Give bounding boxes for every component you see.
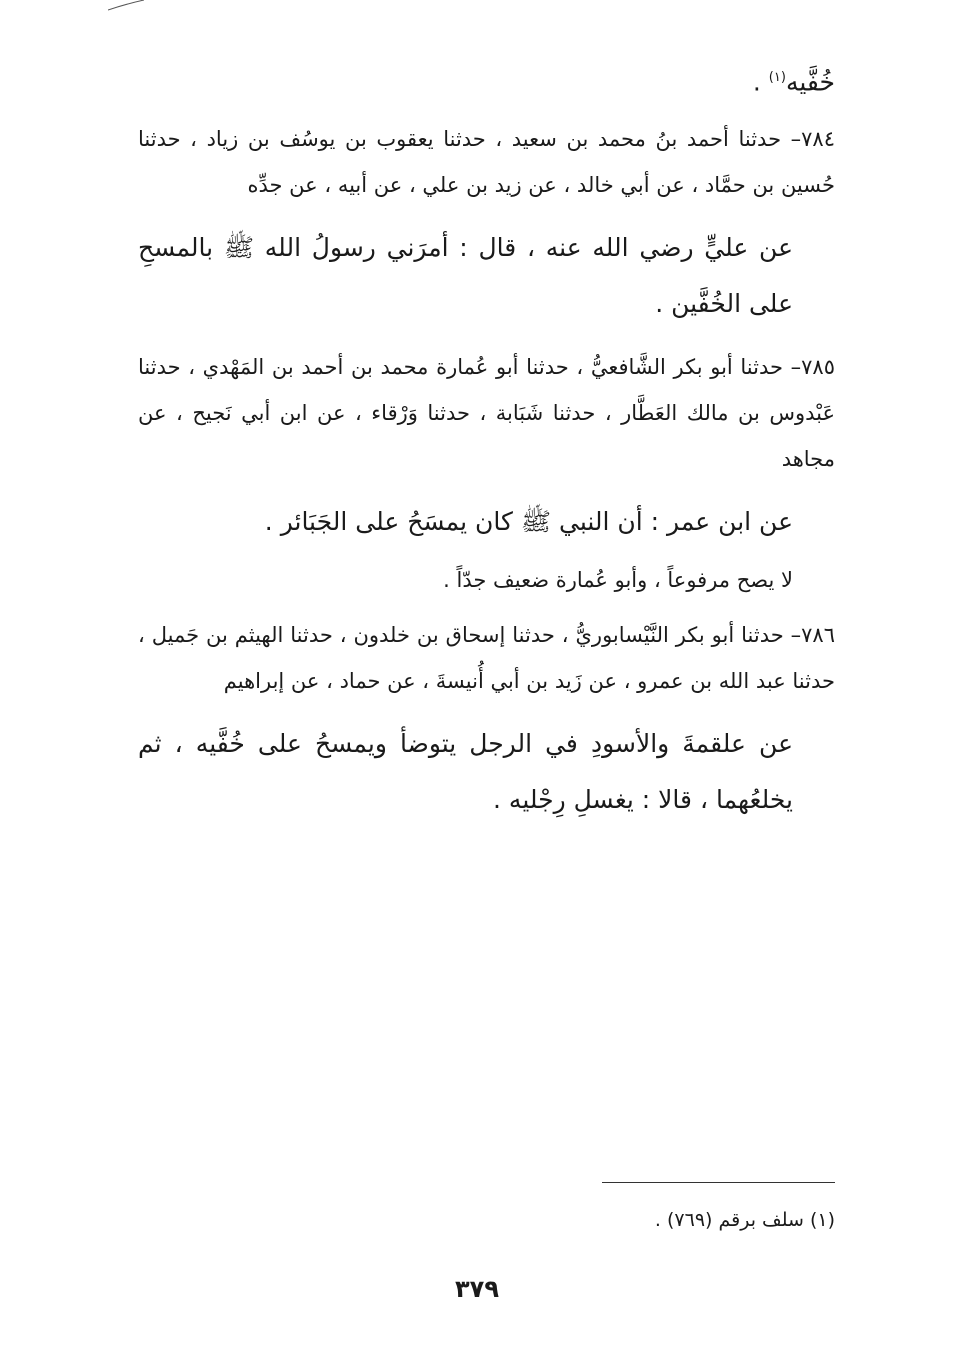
footnote: (١) سلف برقم (٧٦٩) . bbox=[654, 1209, 835, 1231]
scan-corner-mark bbox=[108, 0, 144, 12]
continuation-line bbox=[138, 58, 835, 102]
continuation-text: خُفَّيه bbox=[785, 67, 835, 97]
hadith-786-isnad: ٧٨٦– حدثنا أبو بكر النَّيْسابوريُّ ، حدثنا إسحاق بن خلدون ، حدثنا الهيثم بن جَميل ، حدثنا عبد الله بن عمرو ، عن زَيد بن أبي أُنيسةَ ، عن حماد ، عن إبراهيم bbox=[138, 623, 835, 694]
footnote-separator bbox=[602, 1182, 835, 1183]
hadith-784-matn: عن عليٍّ رضي الله عنه ، قال : أمرَني رسولُ الله ﷺ بالمسحِ على الخُفَّين . bbox=[138, 233, 793, 319]
hadith-785-note: لا يصح مرفوعاً ، وأبو عُمارة ضعيف جدّاً . bbox=[443, 568, 793, 593]
hadith-784-isnad: ٧٨٤– حدثنا أحمد بنُ محمد بن سعيد ، حدثنا يعقوب بن يوسُف بن زياد ، حدثنا حُسين بن حمَّاد ، عن أبي خالد ، عن زيد بن علي ، عن أبيه ، عن جدِّه bbox=[138, 127, 835, 198]
continuation-end: . bbox=[752, 67, 769, 97]
page-body bbox=[138, 58, 835, 840]
footnote-ref: (١) bbox=[768, 70, 786, 85]
hadith-786-matn: عن علقمةَ والأسودِ في الرجل يتوضأ ويمسحُ على خُفَّيه ، ثم يخلعُهما ، قالا : يغسلِ رِجْليه . bbox=[138, 729, 793, 815]
hadith-785-isnad: ٧٨٥– حدثنا أبو بكر الشَّافعيُّ ، حدثنا أبو عُمارة محمد بن أحمد بن المَهْدي ، حدثنا عَبْدوس بن مالك العَطَّار ، حدثنا شَبَابة ، حدثنا وَرْقاء ، عن ابن أبي نَجيح ، عن مجاهد bbox=[138, 355, 835, 472]
hadith-785-matn: عن ابن عمر : أن النبي ﷺ كان يمسَحُ على الجَبَائر . bbox=[264, 507, 793, 537]
page-number: ٣٧٩ bbox=[455, 1275, 499, 1303]
